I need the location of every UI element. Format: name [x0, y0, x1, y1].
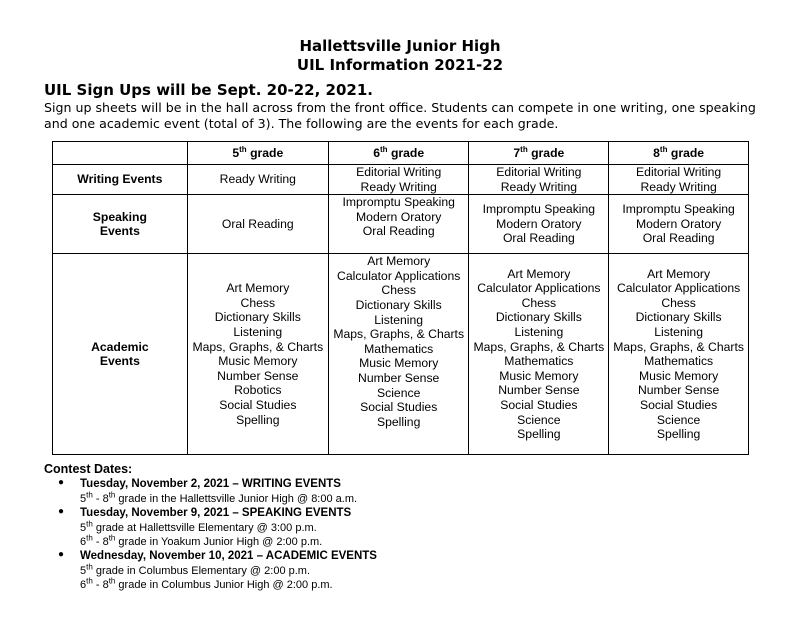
cell-speaking-6th [328, 195, 469, 254]
event-name: Editorial Writing [496, 165, 582, 179]
bullet-icon: ● [58, 477, 65, 488]
contest-item-detail: 5th grade in Columbus Elementary @ 2:00 p.m. [80, 562, 311, 577]
event-name: Maps, Graphs, & Charts [192, 339, 324, 354]
column-header-5th: 5th grade [187, 142, 328, 165]
table-row-academic [53, 254, 749, 455]
event-name: Impromptu Speaking [342, 195, 455, 210]
contest-item-detail: 5th - 8th grade in the Hallettsville Junior High @ 8:00 a.m. [80, 490, 358, 505]
event-name: Mathematics [644, 354, 714, 369]
event-name: Listening [233, 325, 283, 339]
event-name: Impromptu Speaking [622, 202, 735, 217]
cell-speaking-8th [609, 195, 749, 254]
event-name: Oral Reading [362, 224, 435, 239]
document-subtitle: UIL Information 2021-22 [296, 56, 504, 74]
column-header-6th: 6th grade [328, 142, 469, 165]
event-name: Robotics [234, 383, 282, 398]
bullet-icon: ● [58, 506, 65, 517]
cell-writing-8th [609, 165, 749, 195]
event-name: Impromptu Speaking [482, 202, 596, 217]
contest-item-heading: Tuesday, November 9, 2021 – SPEAKING EVENTS [80, 507, 352, 519]
signup-heading: UIL Sign Ups will be Sept. 20-22, 2021. [44, 81, 373, 99]
event-name: Chess [240, 295, 276, 310]
event-name: Maps, Graphs, & Charts [333, 327, 465, 342]
row-label-speaking: Speaking Events [53, 195, 188, 254]
cell-speaking-7th [469, 195, 609, 254]
event-name: Oral Reading [642, 231, 715, 246]
event-name: Chess [661, 295, 696, 310]
event-name: Number Sense [637, 383, 720, 398]
event-name: Listening [654, 325, 703, 339]
corner-cell [53, 142, 188, 165]
event-name: Chess [381, 283, 416, 298]
event-name: Spelling [517, 427, 561, 442]
column-header-7th: 7th grade [469, 142, 609, 165]
contest-item-academic [44, 549, 377, 592]
cell-academic-7th [469, 254, 609, 455]
event-name: Number Sense [358, 370, 440, 385]
contest-item-detail: 6th - 8th grade in Columbus Junior High @ 2:00 p.m. [80, 576, 333, 591]
column-header-8th: 8th grade [609, 142, 749, 165]
event-name: Art Memory [507, 266, 571, 281]
event-name: Art Memory [367, 254, 431, 269]
event-name: Editorial Writing [356, 165, 442, 179]
event-name: Number Sense [217, 368, 299, 383]
event-name: Art Memory [226, 281, 290, 296]
event-name: Chess [521, 295, 557, 310]
event-name: Spelling [377, 414, 421, 429]
event-name: Listening [374, 312, 424, 327]
event-name: Science [517, 412, 561, 427]
event-name: Science [377, 385, 421, 400]
event-name: Modern Oratory [356, 209, 442, 224]
event-name: Calculator Applications [337, 268, 461, 283]
event-name: Ready Writing [219, 172, 296, 187]
event-name: Social Studies [500, 397, 578, 412]
bullet-icon: ● [58, 549, 65, 560]
contest-item-heading: Tuesday, November 2, 2021 – WRITING EVENTS [80, 478, 341, 490]
cell-writing-7th [469, 165, 609, 195]
event-name: Maps, Graphs, & Charts [473, 339, 605, 354]
event-name: Modern Oratory [635, 216, 722, 231]
event-name: Mathematics [504, 354, 574, 369]
event-name: Maps, Graphs, & Charts [613, 339, 744, 354]
cell-writing-5th [187, 165, 328, 195]
event-name: Spelling [236, 412, 280, 427]
row-label-academic: Academic Events [53, 254, 188, 455]
contest-item-heading: Wednesday, November 10, 2021 – ACADEMIC EVENTS [80, 550, 377, 562]
event-name: Mathematics [364, 341, 434, 356]
contest-item-writing [44, 477, 377, 506]
event-name: Modern Oratory [496, 216, 582, 231]
event-name: Social Studies [360, 400, 438, 415]
event-name: Social Studies [219, 397, 297, 412]
table-header-row [53, 142, 749, 165]
event-name: Social Studies [639, 397, 718, 412]
event-name: Art Memory [647, 266, 711, 281]
cell-academic-5th [187, 254, 328, 455]
event-name: Music Memory [218, 354, 298, 369]
cell-writing-6th [328, 165, 469, 195]
event-name: Calculator Applications [616, 281, 741, 296]
event-name: Dictionary Skills [495, 310, 582, 325]
event-name: Science [656, 412, 701, 427]
cell-speaking-5th [187, 195, 328, 254]
event-name: Oral Reading [221, 216, 294, 231]
event-name: Ready Writing [360, 179, 437, 194]
document-title: Hallettsville Junior High [299, 37, 501, 55]
signup-intro: Sign up sheets will be in the hall across from the front office. Students can compete in one writing, one speaking and one academic event (total of 3). The following are the events for each grade. [44, 100, 756, 131]
contest-item-detail: 5th grade at Hallettsville Elementary @ 3:00 p.m. [80, 519, 317, 534]
event-name: Ready Writing [640, 179, 717, 194]
event-name: Calculator Applications [477, 281, 601, 296]
event-name: Music Memory [499, 368, 579, 383]
cell-academic-6th [328, 254, 469, 455]
event-name: Editorial Writing [636, 165, 722, 179]
contest-dates [44, 462, 377, 592]
event-name: Number Sense [498, 383, 580, 398]
contest-item-detail: 6th - 8th grade in Yoakum Junior High @ 2:00 p.m. [80, 533, 323, 548]
event-name: Dictionary Skills [214, 310, 301, 325]
events-table [52, 141, 749, 455]
event-name: Music Memory [359, 356, 439, 371]
row-label-writing: Writing Events [53, 165, 188, 195]
event-name: Oral Reading [502, 231, 575, 246]
event-name: Dictionary Skills [355, 297, 442, 312]
event-name: Listening [514, 325, 564, 339]
event-name: Dictionary Skills [635, 310, 722, 325]
event-name: Music Memory [638, 368, 719, 383]
event-name: Ready Writing [500, 179, 578, 194]
table-row-writing [53, 165, 749, 195]
cell-academic-8th [609, 254, 749, 455]
contest-item-speaking [44, 506, 377, 549]
event-name: Spelling [656, 427, 701, 442]
table-row-speaking [53, 195, 749, 254]
contest-dates-title: Contest Dates: [44, 462, 133, 476]
